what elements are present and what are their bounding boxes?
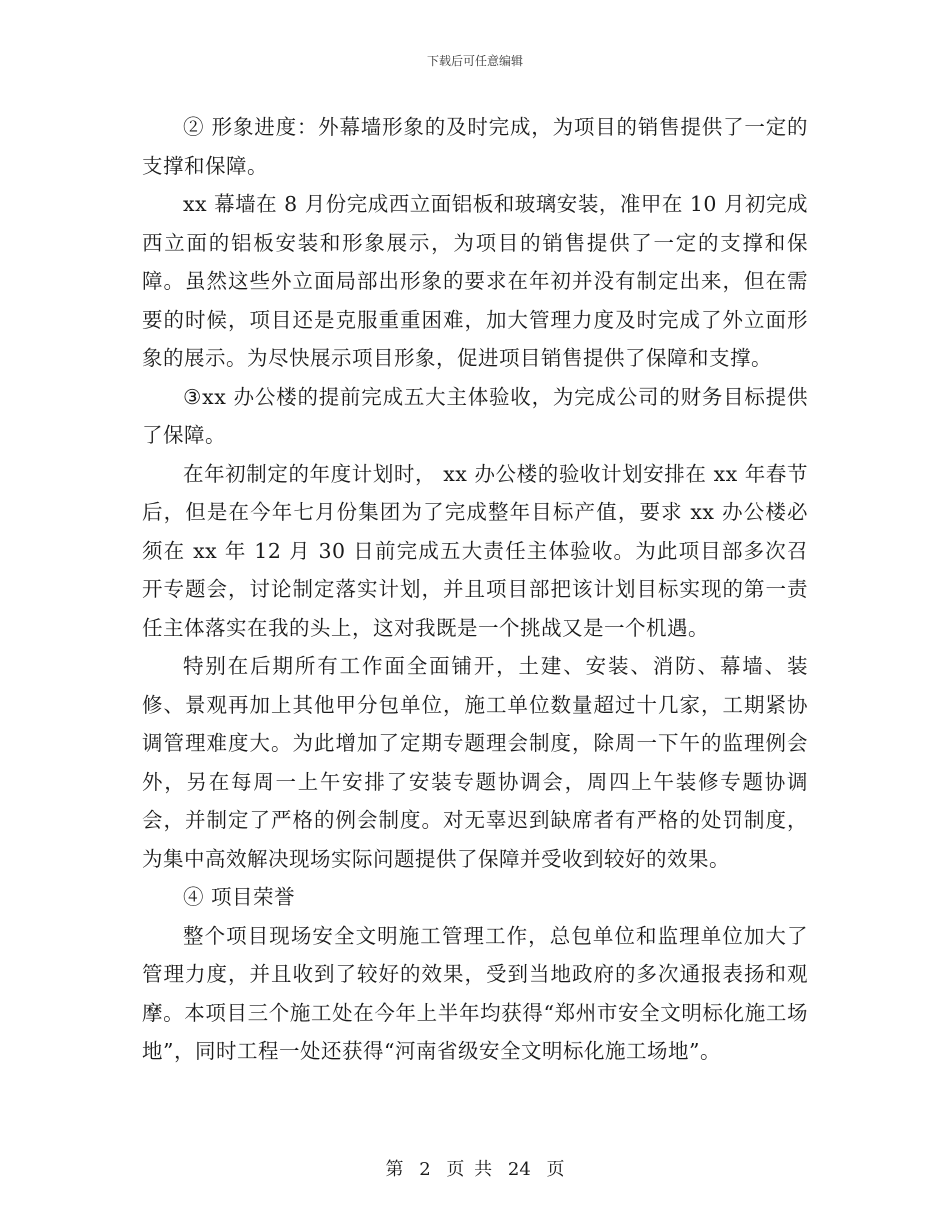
paragraph-coordination: 特别在后期所有工作面全面铺开，土建、安装、消防、幕墙、装修、景观再加上其他甲分包单位，施工单位数量超过十几家，工期紧协调管理难度大。为此增加了定期专题理会制度，除周一下午的监理例会外，另在每周一上午安排了安装专题协调会，周四上午装修专题协调会，并制定了严格的例会制度。对无辜迟到缺席者有严格的处罚制度，为集中高效解决现场实际问题提供了保障并受收到较好的效果。 xyxy=(142,654,808,871)
paragraph-annual-plan: 在年初制定的年度计划时， xx 办公楼的验收计划安排在 xx 年春节后，但是在今年七月份集团为了完成整年目标产值，要求 xx 办公楼必须在 xx 年 12 月 30 日前完成五大责任主体验收。为此项目部多次召开专题会，讨论制定落实计划，并且项目部把该计划目标实现的第一责任主体落实在我的头上，这对我既是一个挑战又是一个机遇。 xyxy=(142,461,808,640)
document-body xyxy=(142,108,808,1071)
page-footer xyxy=(0,1155,950,1181)
page-number: 2 xyxy=(419,1159,431,1180)
paragraph-honors: 整个项目现场安全文明施工管理工作，总包单位和监理单位加大了管理力度，并且收到了较好的效果，受到当地政府的多次通报表扬和观摩。本项目三个施工处在今年上半年均获得“郑州市安全文明标化施工场地”，同时工程一处还获得“河南省级安全文明标化施工场地”。 xyxy=(142,923,808,1063)
footer-mid: 页 共 xyxy=(446,1159,493,1180)
paragraph-curtain-wall: xx 幕墙在 8 月份完成西立面铝板和玻璃安装，准甲在 10 月初完成西立面的铝板安装和形象展示，为项目的销售提供了一定的支撑和保障。虽然这些外立面局部出形象的要求在年初并没有制定出来，但在需要的时候，项目还是克服重重困难，加大管理力度及时完成了外立面形象的展示。为尽快展示项目形象，促进项目销售提供了保障和支撑。 xyxy=(142,192,808,370)
paragraph-acceptance-heading: ③xx 办公楼的提前完成五大主体验收，为完成公司的财务目标提供了保障。 xyxy=(142,384,808,447)
paragraph-honors-heading: ④ 项目荣誉 xyxy=(183,885,296,909)
paragraph-progress-heading: ② 形象进度：外幕墙形象的及时完成，为项目的销售提供了一定的支撑和保障。 xyxy=(142,115,808,178)
footer-prefix: 第 xyxy=(385,1159,404,1180)
footer-suffix: 页 xyxy=(546,1159,565,1180)
total-pages: 24 xyxy=(507,1159,531,1180)
page-header: 下载后可任意编辑 xyxy=(426,54,523,68)
